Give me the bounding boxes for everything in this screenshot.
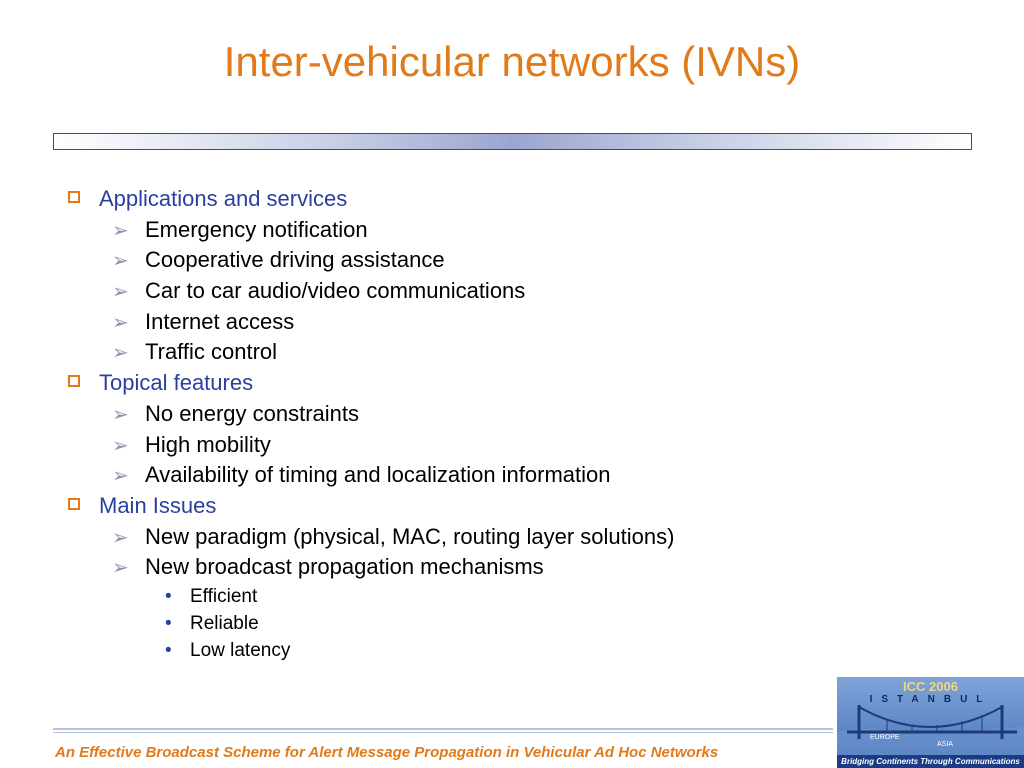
footer-divider-thin	[53, 732, 833, 733]
section-heading-text: Topical features	[99, 370, 254, 396]
list-item-text: Emergency notification	[145, 216, 368, 242]
arrow-bullet-icon: ➢	[112, 250, 129, 273]
dot-bullet-icon: •	[165, 585, 172, 607]
title-divider-bar	[53, 133, 972, 150]
list-item-text: High mobility	[145, 431, 271, 457]
list-item-text: New paradigm (physical, MAC, routing layer solutions)	[145, 523, 675, 549]
arrow-bullet-icon: ➢	[112, 219, 129, 242]
sub-list-item	[64, 583, 1004, 610]
list-item-text: Car to car audio/video communications	[145, 278, 526, 304]
list-item	[64, 552, 1004, 583]
section-heading-text: Applications and services	[99, 186, 348, 211]
section-heading-text: Main Issues	[99, 492, 217, 518]
arrow-bullet-icon: ➢	[112, 434, 129, 457]
list-item	[64, 460, 1004, 491]
list-item	[64, 245, 1004, 276]
checkbox-bullet-icon	[68, 498, 80, 510]
sub-list-item-text: Low latency	[190, 639, 291, 661]
bullet-list	[64, 184, 1004, 664]
checkbox-bullet-icon	[68, 375, 80, 387]
arrow-bullet-icon: ➢	[112, 465, 129, 488]
sub-list-item-text: Reliable	[190, 612, 259, 634]
list-item-text: No energy constraints	[145, 400, 359, 426]
sub-list-item	[64, 637, 1004, 664]
footer-text: An Effective Broadcast Scheme for Alert Message Propagation in Vehicular Ad Hoc Networks	[55, 744, 719, 761]
slide-title: Inter-vehicular networks (IVNs)	[223, 38, 801, 85]
list-item	[64, 522, 1004, 553]
list-item	[64, 399, 1004, 430]
sub-list-item	[64, 610, 1004, 637]
arrow-bullet-icon: ➢	[112, 557, 129, 580]
list-item-text: New broadcast propagation mechanisms	[145, 554, 544, 580]
arrow-bullet-icon: ➢	[112, 342, 129, 365]
list-item	[64, 276, 1004, 307]
logo-europe-label: EUROPE	[870, 734, 900, 741]
dot-bullet-icon: •	[165, 612, 172, 634]
checkbox-bullet-icon	[68, 191, 80, 203]
list-item	[64, 430, 1004, 461]
list-item	[64, 307, 1004, 338]
footer-divider	[53, 728, 833, 730]
arrow-bullet-icon: ➢	[112, 311, 129, 334]
logo-city: ISTANBUL	[869, 694, 992, 705]
logo-asia-label: ASIA	[937, 741, 953, 748]
conference-logo	[837, 677, 1024, 768]
list-item-text: Availability of timing and localization information	[145, 462, 611, 488]
logo-tagline: Bridging Continents Through Communications	[841, 757, 1020, 766]
sub-list-item-text: Efficient	[190, 585, 258, 607]
list-item-text: Traffic control	[145, 339, 278, 365]
section-heading	[64, 368, 1004, 399]
arrow-bullet-icon: ➢	[112, 403, 129, 426]
arrow-bullet-icon: ➢	[112, 526, 129, 549]
list-item	[64, 337, 1004, 368]
list-item-text: Internet access	[145, 308, 295, 334]
section-heading	[64, 491, 1004, 522]
dot-bullet-icon: •	[165, 639, 172, 661]
list-item	[64, 215, 1004, 246]
section-heading	[64, 184, 1004, 215]
list-item-text: Cooperative driving assistance	[145, 247, 445, 273]
logo-title: ICC 2006	[903, 679, 958, 694]
arrow-bullet-icon: ➢	[112, 281, 129, 304]
